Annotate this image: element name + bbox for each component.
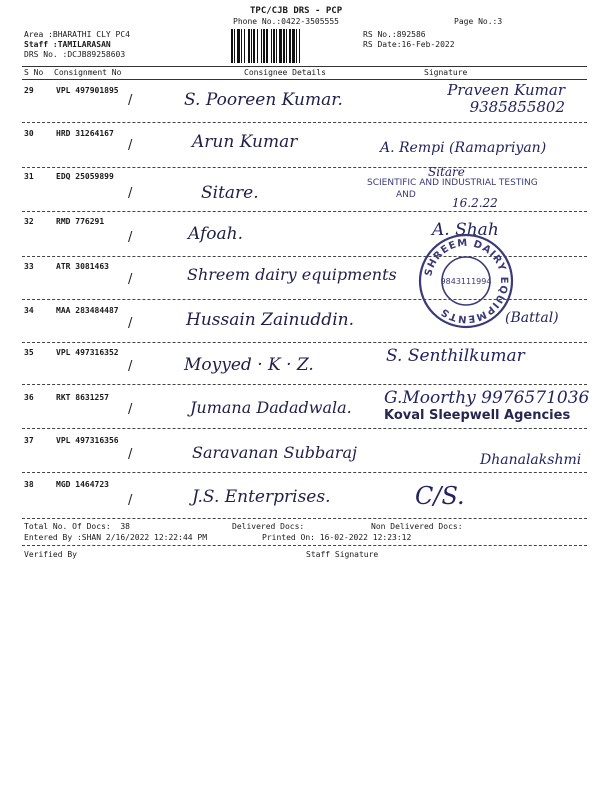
tick-mark: /: [128, 447, 133, 462]
signature-handwriting: G.Moorthy 9976571036: [384, 388, 590, 408]
staff-signature: Staff Signature: [306, 550, 379, 559]
consignee-handwriting: Shreem dairy equipments: [187, 265, 397, 284]
entered-by: Entered By :SHAN 2/16/2022 12:22:44 PM: [24, 533, 208, 542]
tick-mark: /: [128, 93, 133, 108]
tick-mark: /: [128, 138, 133, 153]
tick-mark: /: [128, 186, 133, 201]
svg-text:SHREEM DAIRY EQUIPMENTS: SHREEM DAIRY EQUIPMENTS: [423, 237, 510, 325]
printed-on: Printed On: 16-02-2022 12:23:12: [262, 533, 412, 542]
signature-handwriting: Dhanalakshmi: [480, 452, 582, 468]
barcode: [230, 29, 358, 63]
signature-handwriting: S. Senthilkumar: [386, 346, 525, 366]
row-consignment: VPL 497316352: [56, 348, 119, 357]
signature-handwriting: Sitare: [428, 165, 465, 179]
tick-mark: /: [128, 493, 133, 508]
consignee-handwriting: Saravanan Subbaraj: [192, 443, 357, 462]
rs-date: RS Date:16-Feb-2022: [363, 40, 455, 49]
row-consignment: HRD 31264167: [56, 129, 114, 138]
consignee-handwriting: Arun Kumar: [192, 132, 298, 152]
svg-text:9843111994: 9843111994: [440, 277, 492, 286]
shreem-seal-stamp: [417, 232, 515, 330]
row-consignment: VPL 497316356: [56, 436, 119, 445]
delivered-docs: Delivered Docs:: [232, 522, 305, 531]
row-consignment: RMD 776291: [56, 217, 105, 226]
row-sno: 36: [24, 393, 34, 402]
phone-number: Phone No.:0422-3505555: [233, 17, 339, 26]
row-sno: 33: [24, 262, 34, 271]
verified-by: Verified By: [24, 550, 77, 559]
page-number: Page No.:3: [454, 17, 503, 26]
col-sno: S No: [24, 68, 44, 77]
row-sno: 38: [24, 480, 34, 489]
signature-handwriting: A. Shah: [432, 220, 499, 240]
koval-stamp: Koval Sleepwell Agencies: [384, 408, 571, 423]
row-sno: 37: [24, 436, 34, 445]
sitare-stamp-date: 16.2.22: [452, 196, 498, 210]
staff-label: Staff :TAMILARASAN: [24, 40, 111, 49]
consignee-handwriting: S. Pooreen Kumar.: [184, 90, 343, 110]
tick-mark: /: [128, 359, 133, 374]
row-consignment: MAA 283484487: [56, 306, 119, 315]
consignee-handwriting: Sitare.: [201, 183, 259, 203]
row-consignment: ATR 3081463: [56, 262, 109, 271]
sitare-stamp-line1: SCIENTIFIC AND INDUSTRIAL TESTING: [367, 178, 538, 188]
consignee-handwriting: Jumana Dadadwala.: [190, 398, 352, 417]
row-sno: 35: [24, 348, 34, 357]
consignee-handwriting: Afoah.: [188, 224, 243, 244]
consignee-handwriting: Hussain Zainuddin.: [186, 310, 354, 330]
row-sno: 34: [24, 306, 34, 315]
consignee-handwriting: Moyyed · K · Z.: [184, 355, 314, 375]
row-consignment: RKT 8631257: [56, 393, 109, 402]
row-sno: 32: [24, 217, 34, 226]
area-label: Area :BHARATHI CLY PC4: [24, 30, 130, 39]
signature-handwriting: A. Rempi (Ramapriyan): [380, 140, 547, 156]
rs-number: RS No.:892586: [363, 30, 426, 39]
signature-handwriting: (Battal): [505, 310, 559, 326]
non-delivered-docs: Non Delivered Docs:: [371, 522, 463, 531]
tick-mark: /: [128, 316, 133, 331]
col-consignment: Consignment No: [54, 68, 122, 77]
row-sno: 31: [24, 172, 34, 181]
col-signature: Signature: [424, 68, 468, 77]
tick-mark: /: [128, 402, 133, 417]
consignee-handwriting: J.S. Enterprises.: [192, 487, 331, 507]
row-consignment: MGD 1464723: [56, 480, 109, 489]
row-sno: 30: [24, 129, 34, 138]
report-title: TPC/CJB DRS - PCP: [250, 6, 343, 16]
signature-handwriting: C/S.: [415, 482, 465, 510]
tick-mark: /: [128, 272, 133, 287]
sitare-stamp-line2: AND: [396, 190, 416, 200]
row-consignment: VPL 497901895: [56, 86, 119, 95]
row-sno: 29: [24, 86, 34, 95]
signature-handwriting: Praveen Kumar 9385855802: [447, 81, 565, 116]
col-consignee: Consignee Details: [244, 68, 326, 77]
row-consignment: EDQ 25059899: [56, 172, 114, 181]
drs-number: DRS No. :DCJB89258603: [24, 50, 126, 59]
tick-mark: /: [128, 230, 133, 245]
total-docs: Total No. Of Docs: 38: [24, 522, 130, 531]
